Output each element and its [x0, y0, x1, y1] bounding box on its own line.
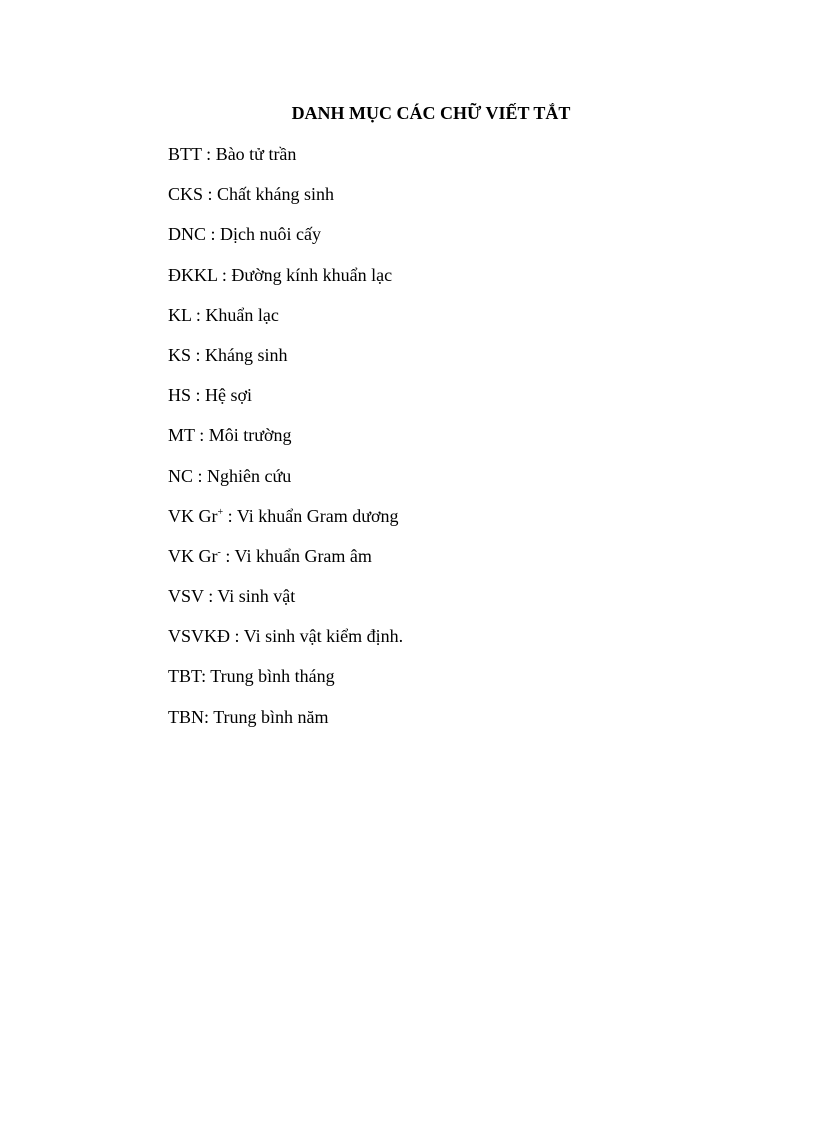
abbreviation-code: HS [168, 385, 192, 406]
superscript-plus: + [217, 506, 224, 518]
abbreviation-meaning: Trung bình năm [213, 706, 329, 727]
separator: : [230, 626, 244, 647]
superscript-minus: - [217, 546, 221, 558]
abbreviation-item [168, 664, 403, 704]
abbreviation-meaning: Vi khuẩn Gram âm [234, 545, 372, 566]
separator: : [223, 505, 237, 526]
abbreviation-item [168, 464, 403, 504]
abbreviation-code: CKS [168, 184, 204, 205]
abbreviation-meaning: Nghiên cứu [207, 465, 292, 486]
separator: : [191, 344, 206, 365]
separator: : [201, 666, 211, 687]
separator: : [201, 144, 216, 164]
abbreviation-code: NC [168, 465, 194, 486]
separator: : [203, 586, 218, 607]
abbreviation-meaning: Vi khuẩn Gram dương [236, 505, 399, 526]
abbreviation-meaning: Bào tử trần [215, 144, 297, 164]
abbreviation-meaning: Vi sinh vật [217, 586, 296, 607]
abbreviation-code: KL [168, 304, 192, 325]
separator: : [206, 224, 221, 245]
abbreviation-meaning: Dịch nuôi cấy [220, 224, 321, 245]
abbreviation-item [168, 263, 403, 303]
abbreviation-code: BTT [168, 144, 202, 164]
abbreviation-item [168, 423, 403, 463]
abbreviation-code: TBN [168, 706, 204, 727]
abbreviation-code: MT [168, 425, 195, 446]
abbreviation-item [168, 544, 403, 584]
separator: : [191, 385, 206, 406]
page-title: DANH MỤC CÁC CHỮ VIẾT TẮT [291, 103, 571, 123]
abbreviation-meaning: Môi trường [208, 425, 292, 446]
abbreviation-item [168, 142, 403, 182]
abbreviation-code: TBT [168, 666, 202, 687]
abbreviation-meaning: Kháng sinh [205, 344, 288, 365]
abbreviation-code: VK Gr [168, 545, 218, 566]
abbreviation-item [168, 624, 403, 664]
abbreviation-meaning: Khuẩn lạc [205, 304, 279, 325]
separator: : [203, 184, 218, 205]
separator: : [220, 545, 235, 566]
abbreviation-code: DNC [168, 224, 207, 245]
abbreviation-meaning: Chất kháng sinh [217, 184, 335, 205]
abbreviation-item [168, 182, 403, 222]
abbreviation-meaning: Đường kính khuẩn lạc [231, 264, 393, 285]
separator: : [191, 304, 206, 325]
abbreviation-code: VSV [168, 586, 204, 607]
abbreviation-meaning: Hệ sợi [205, 385, 253, 406]
abbreviation-item [168, 303, 403, 343]
abbreviation-item [168, 705, 403, 745]
abbreviation-code: KS [168, 344, 192, 365]
abbreviation-item [168, 222, 403, 262]
abbreviation-meaning: Trung bình tháng [210, 666, 335, 687]
abbreviation-item [168, 383, 403, 423]
abbreviation-code: VSVKĐ [168, 626, 231, 647]
separator: : [217, 264, 232, 285]
abbreviation-item [168, 584, 403, 624]
abbreviation-code: ĐKKL [168, 264, 218, 285]
separator: : [193, 465, 208, 486]
separator: : [194, 425, 209, 446]
abbreviation-code: VK Gr [168, 505, 218, 526]
abbreviation-item [168, 343, 403, 383]
abbreviation-item [168, 504, 403, 544]
abbreviation-list [168, 142, 403, 745]
separator: : [204, 706, 214, 727]
abbreviation-meaning: Vi sinh vật kiểm định. [243, 626, 404, 647]
